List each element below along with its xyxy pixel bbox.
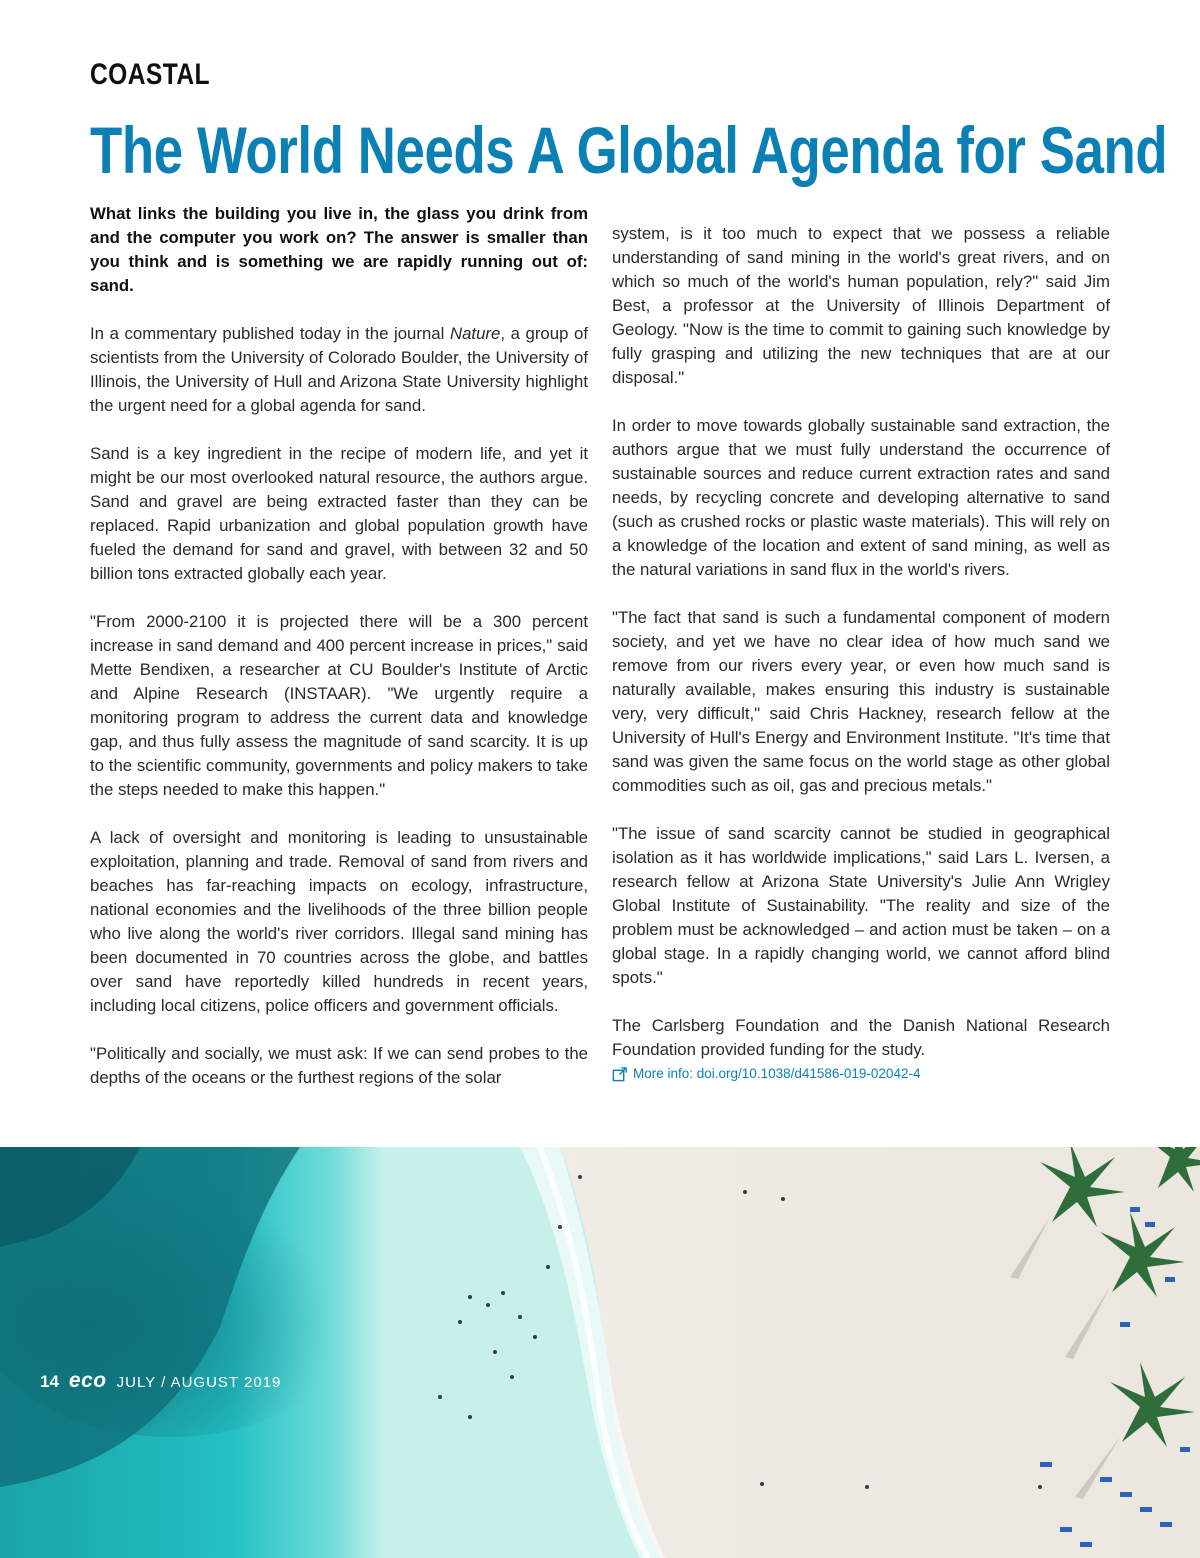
right-column [612,222,1110,1084]
paragraph: "The fact that sand is such a fundamental component of modern society, and yet we have no clear idea of how much sand we remove from our rivers every year, or even how much sand is naturally available, makes ensuring this industry is sustainable very, very difficult," said Chris Hackney, research fellow at the University of Hull's Energy and Environment Institute. "It's time that sand was given the same focus on the world stage as other global commodities such as oil, gas and precious metals." [612,608,1110,795]
page-footer [40,1369,281,1393]
paragraph [90,322,588,418]
paragraph: system, is it too much to expect that we possess a reliable understanding of sand mining in the world's great rivers, and on which so much of the world's human population, rely?" said Jim Best, a professor at the University of Illinois Department of Geology. "Now is the time to commit to gaining such knowledge by fully grasping and utilizing the new techniques that are at our disposal." [612,224,1110,387]
more-info-text: More info: doi.org/10.1038/d41586-019-02042-4 [633,1066,921,1081]
paragraph: "The issue of sand scarcity cannot be studied in geographical isolation as it has worldwide implications," said Lars L. Iversen, a research fellow at Arizona State University's Julie Ann Wrigley Global Institute of Sustainability. "The reality and size of the problem must be acknowledged – and action must be taken – on a global stage. In a rapidly changing world, we cannot afford blind spots." [612,824,1110,987]
external-link-icon [612,1067,627,1082]
paragraph: "Politically and socially, we must ask: If we can send probes to the depths of the oceans or the furthest regions of the solar [90,1044,588,1087]
beach-aerial-photo [0,1147,1200,1558]
text-span: In a commentary published today in the journal [90,324,450,343]
brand-logo: eco [68,1369,107,1392]
paragraph: Sand is a key ingredient in the recipe of modern life, and yet it might be our most overlooked natural resource, the authors argue. Sand and gravel are being extracted faster than they can be replaced. Rapid urbanization and global population growth have fueled the demand for sand and gravel, with between 32 and 50 billion tons extracted globally each year. [90,444,588,583]
issue-date: JULY / AUGUST 2019 [116,1374,282,1391]
lead-paragraph: What links the building you live in, the glass you drink from and the computer you work on? The answer is smaller than you think and is something we are rapidly running out of: sand. [90,204,588,295]
page-number: 14 [40,1372,59,1391]
paragraph: In order to move towards globally sustainable sand extraction, the authors argue that we must fully understand the occurrence of sustainable sources and reduce current extraction rates and sand needs, by recycling concrete and developing alternative to sand (such as crushed rocks or plastic waste materials). This will rely on a knowledge of the location and extent of sand mining, as well as the natural variations in sand flux in the world's rivers. [612,416,1110,579]
headline: The World Needs A Global Agenda for Sand [90,113,1168,187]
text-span: , a group of scientists from the University of Colorado Boulder, the University of Illinois, the University of Hull and Arizona State University highlight the urgent need for a global agenda for sand. [90,324,588,415]
left-column [90,202,588,1090]
paragraph: The Carlsberg Foundation and the Danish National Research Foundation provided funding for the study. [612,1016,1110,1059]
section-label: COASTAL [90,58,210,91]
journal-name: Nature [449,324,501,343]
paragraph: "From 2000-2100 it is projected there will be a 300 percent increase in sand demand and 400 percent increase in prices," said Mette Bendixen, a researcher at CU Boulder's Institute of Arctic and Alpine Research (INSTAAR). "We urgently require a monitoring program to address the current data and knowledge gap, and thus fully assess the magnitude of sand scarcity. It is up to the scientific community, governments and policy makers to take the steps needed to make this happen." [90,612,588,799]
more-info-link[interactable] [612,1064,1110,1084]
paragraph: A lack of oversight and monitoring is leading to unsustainable exploitation, planning and trade. Removal of sand from rivers and beaches has far-reaching impacts on ecology, infrastructure, national economies and the livelihoods of the three billion people who live along the world's river corridors. Illegal sand mining has been documented in 70 countries across the globe, and battles over sand have reportedly killed hundreds in recent years, including local citizens, police officers and government officials. [90,828,588,1015]
